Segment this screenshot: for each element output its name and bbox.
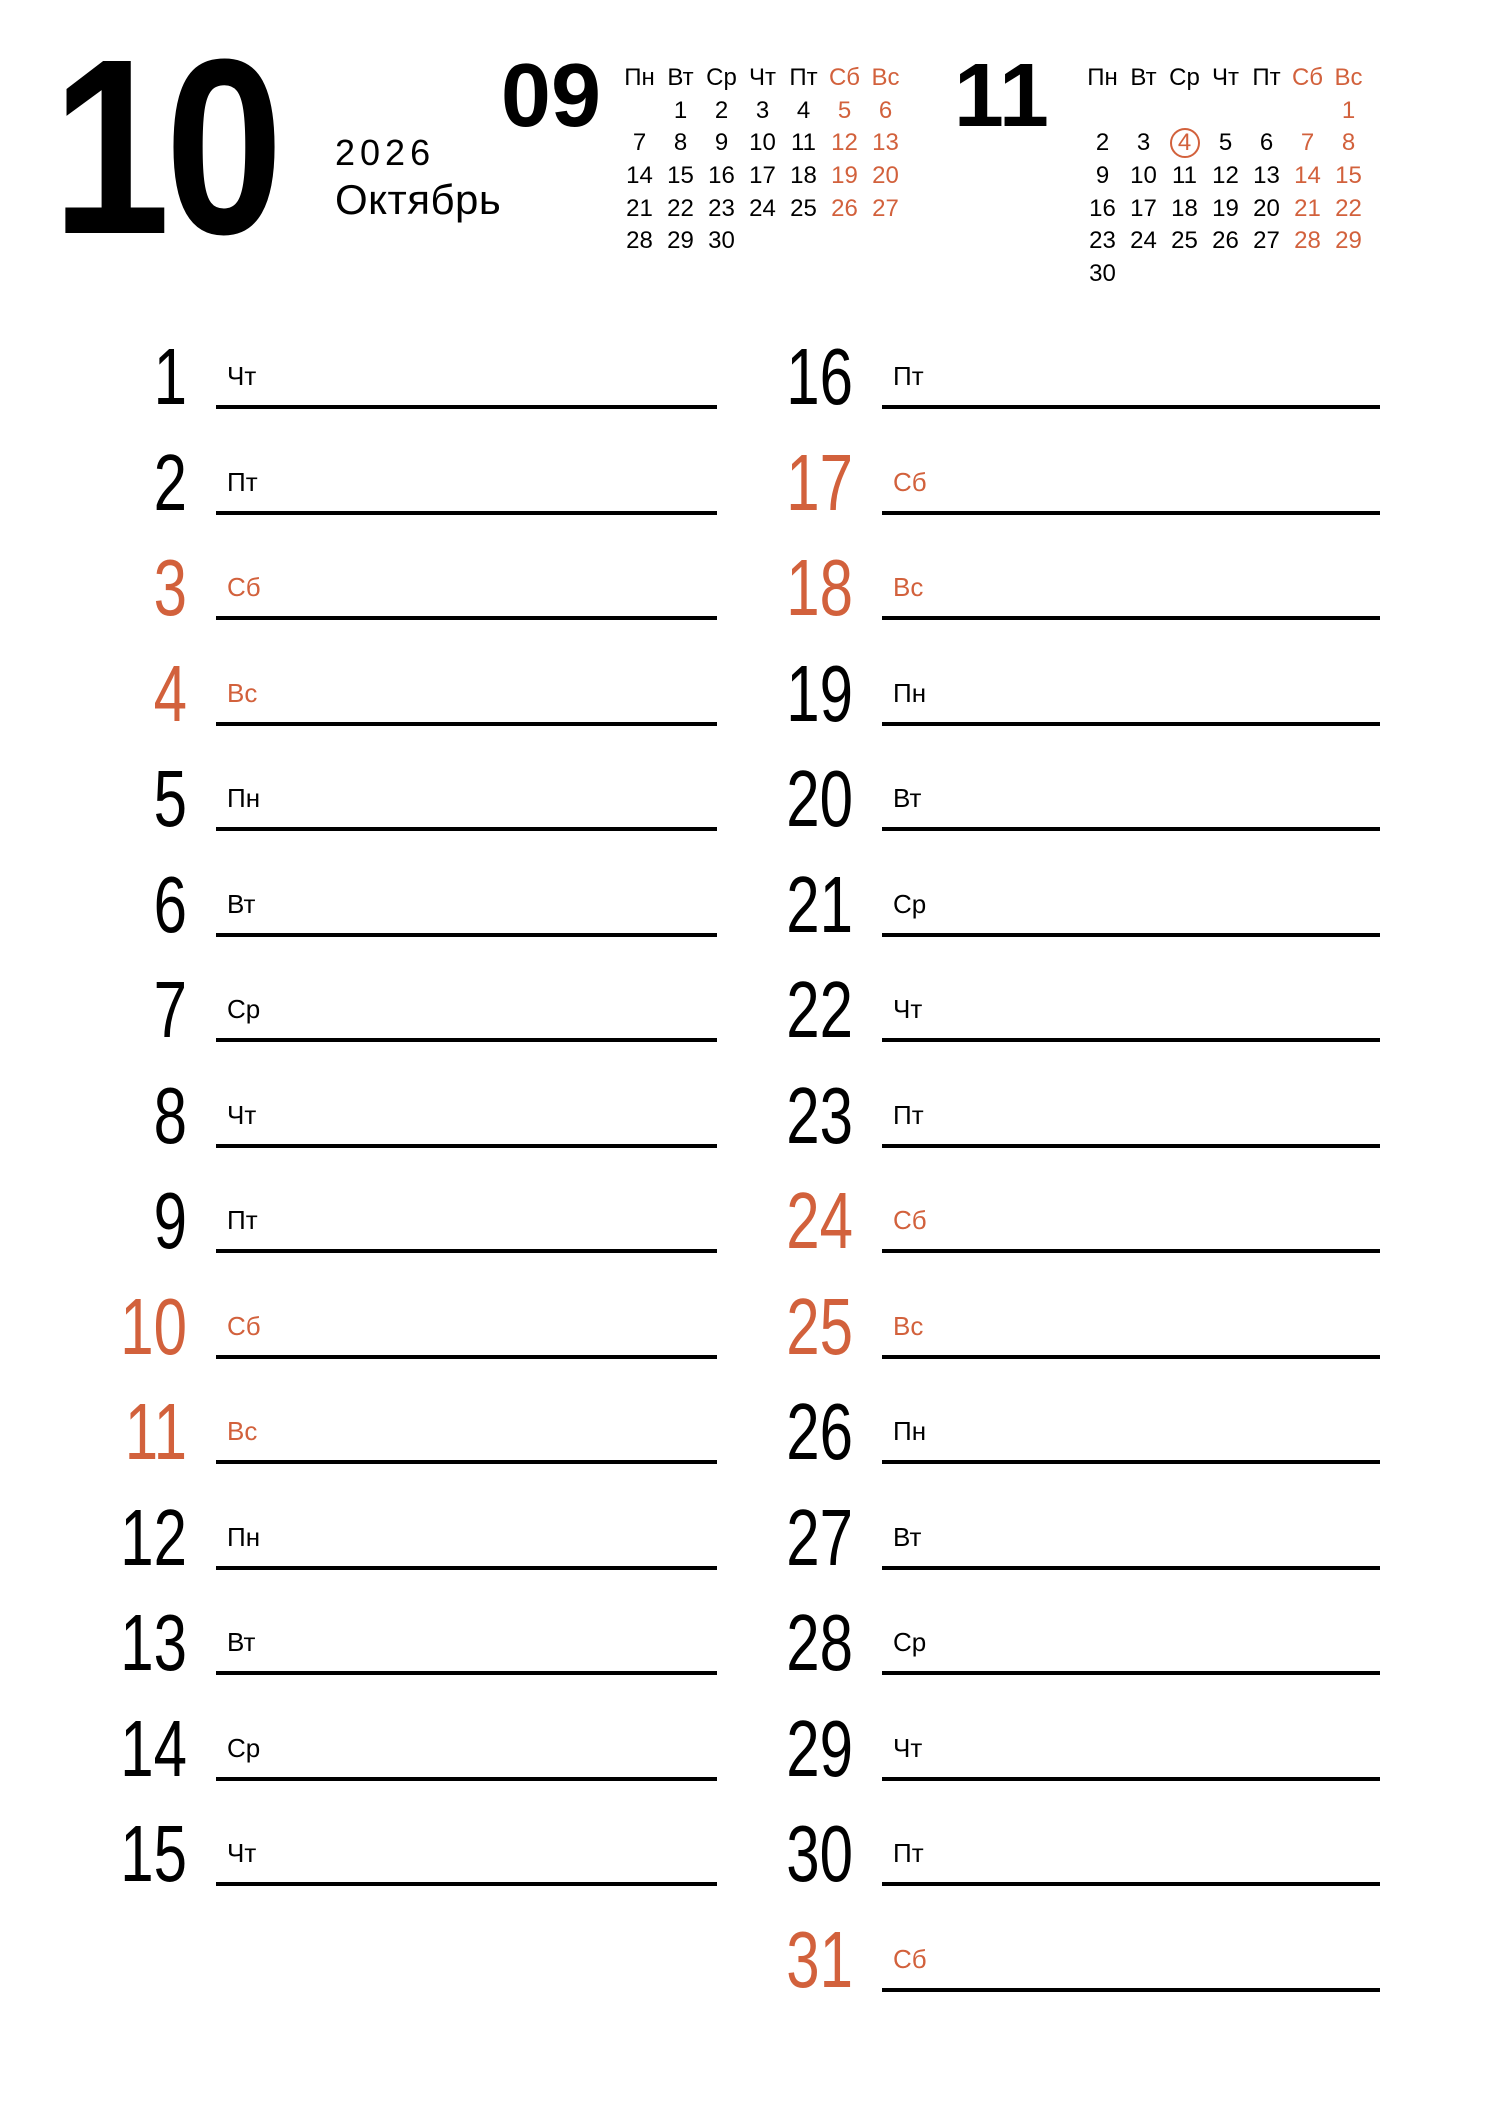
note-weekday-label: Вт bbox=[893, 783, 922, 813]
day-cell: 10 bbox=[749, 129, 776, 157]
note-day-number: 20 bbox=[786, 754, 853, 843]
day-cell bbox=[1246, 95, 1287, 128]
day-cell: 27 bbox=[872, 194, 899, 222]
day-cell: 13 bbox=[1253, 162, 1280, 190]
note-day-number: 28 bbox=[786, 1598, 853, 1687]
day-cell: 16 bbox=[708, 162, 735, 190]
note-weekday-label: Чт bbox=[227, 361, 257, 391]
note-row bbox=[766, 831, 1380, 949]
note-weekday-label: Ср bbox=[893, 1627, 927, 1657]
note-row bbox=[100, 1253, 717, 1371]
note-row bbox=[766, 304, 1380, 421]
day-cell: 20 bbox=[872, 162, 899, 190]
day-cell: 22 bbox=[667, 194, 694, 222]
day-cell bbox=[865, 225, 906, 258]
note-weekday-label: Вс bbox=[893, 572, 924, 602]
next-month-number: 11 bbox=[953, 46, 1049, 146]
day-cell: 19 bbox=[1212, 194, 1239, 222]
day-cell: 29 bbox=[1335, 227, 1362, 255]
day-cell bbox=[619, 95, 660, 128]
note-day-number: 22 bbox=[786, 965, 853, 1054]
day-cell: 7 bbox=[1300, 129, 1315, 157]
note-weekday-label: Ср bbox=[893, 888, 927, 919]
note-day-number: 30 bbox=[786, 1809, 853, 1898]
note-day-number: 21 bbox=[786, 859, 853, 949]
note-day-number: 6 bbox=[153, 859, 187, 949]
note-row bbox=[100, 1570, 717, 1687]
day-cell: 17 bbox=[1130, 194, 1157, 222]
day-cell: 16 bbox=[1089, 194, 1116, 222]
note-day-number: 19 bbox=[786, 648, 853, 738]
note-day-number: 25 bbox=[786, 1281, 853, 1371]
day-cell: 1 bbox=[1341, 96, 1356, 124]
note-weekday-label: Пт bbox=[893, 1838, 924, 1868]
weekday-header: Сб bbox=[828, 64, 861, 92]
note-row bbox=[766, 937, 1380, 1054]
note-row bbox=[766, 620, 1380, 738]
note-row bbox=[100, 1042, 717, 1160]
note-row bbox=[766, 1148, 1380, 1265]
note-day-number: 24 bbox=[786, 1176, 853, 1265]
day-cell: 12 bbox=[1212, 162, 1239, 190]
day-cell: 24 bbox=[749, 194, 776, 222]
note-row bbox=[100, 515, 717, 632]
day-cell bbox=[1164, 258, 1205, 291]
day-cell: 11 bbox=[791, 129, 816, 157]
note-weekday-label: Пт bbox=[227, 1205, 258, 1235]
day-cell bbox=[1287, 95, 1328, 128]
note-row bbox=[100, 620, 717, 738]
day-cell: 7 bbox=[632, 129, 647, 157]
weekday-header: Сб bbox=[1291, 64, 1324, 92]
day-cell: 20 bbox=[1253, 194, 1280, 222]
note-weekday-label: Ср bbox=[227, 994, 261, 1024]
note-weekday-label: Вс bbox=[227, 1416, 258, 1446]
note-day-number: 4 bbox=[153, 648, 187, 738]
note-day-number: 17 bbox=[786, 437, 853, 527]
day-cell: 25 bbox=[790, 194, 817, 222]
note-row bbox=[766, 1042, 1380, 1160]
note-weekday-label: Чт bbox=[227, 1838, 257, 1868]
day-cell: 6 bbox=[1259, 129, 1274, 157]
day-cell: 2 bbox=[714, 96, 729, 124]
day-cell bbox=[1123, 95, 1164, 128]
day-cell: 5 bbox=[1218, 129, 1233, 157]
day-cell bbox=[824, 225, 865, 258]
note-weekday-label: Пн bbox=[227, 783, 261, 813]
note-row bbox=[100, 1359, 717, 1476]
day-cell: 14 bbox=[1294, 162, 1321, 190]
note-weekday-label: Пн bbox=[227, 1521, 261, 1552]
note-day-number: 10 bbox=[120, 1281, 187, 1371]
weekday-header: Пн bbox=[624, 64, 655, 92]
minical-prev-grid bbox=[619, 62, 906, 258]
holiday-ring: 4 bbox=[1170, 128, 1200, 158]
day-cell: 2 bbox=[1095, 129, 1110, 157]
note-day-number: 18 bbox=[786, 543, 853, 632]
weekday-header: Пн bbox=[1087, 64, 1118, 92]
day-cell: 13 bbox=[872, 129, 899, 157]
note-weekday-label: Вт bbox=[227, 1627, 256, 1657]
note-day-number: 11 bbox=[124, 1387, 187, 1476]
day-cell bbox=[1123, 258, 1164, 291]
note-weekday-label: Чт bbox=[893, 1732, 923, 1763]
note-weekday-label: Сб bbox=[893, 466, 927, 497]
note-weekday-label: Сб bbox=[893, 1205, 927, 1235]
note-row bbox=[766, 409, 1380, 527]
note-weekday-label: Вс bbox=[227, 677, 258, 708]
day-cell bbox=[1205, 95, 1246, 128]
day-cell: 27 bbox=[1253, 227, 1280, 255]
day-cell: 29 bbox=[667, 227, 694, 255]
note-weekday-label: Сб bbox=[893, 1943, 927, 1974]
day-cell bbox=[1287, 258, 1328, 291]
day-cell: 18 bbox=[1171, 194, 1198, 222]
weekday-header: Вт bbox=[667, 64, 694, 92]
note-row bbox=[766, 1886, 1380, 2004]
day-cell: 15 bbox=[1335, 162, 1362, 190]
note-weekday-label: Вт bbox=[227, 888, 256, 919]
note-row bbox=[100, 937, 717, 1054]
note-day-number: 16 bbox=[786, 332, 853, 421]
note-row bbox=[766, 515, 1380, 632]
note-day-number: 29 bbox=[786, 1703, 853, 1793]
note-row bbox=[766, 726, 1380, 843]
day-cell: 3 bbox=[1136, 129, 1151, 157]
note-day-number: 9 bbox=[153, 1176, 187, 1265]
note-row bbox=[100, 1781, 717, 1898]
day-cell: 25 bbox=[1171, 227, 1198, 255]
note-row bbox=[100, 1464, 717, 1582]
weekday-header: Пт bbox=[1252, 64, 1281, 92]
day-cell: 26 bbox=[831, 194, 858, 222]
day-cell: 9 bbox=[1095, 162, 1110, 190]
note-day-number: 12 bbox=[120, 1492, 187, 1582]
note-weekday-label: Пт bbox=[227, 466, 258, 497]
day-cell: 30 bbox=[708, 227, 735, 255]
note-day-number: 23 bbox=[786, 1070, 853, 1160]
note-day-number: 27 bbox=[786, 1492, 853, 1582]
weekday-header: Чт bbox=[1212, 64, 1239, 92]
day-cell: 11 bbox=[1172, 162, 1197, 190]
note-day-number: 7 bbox=[153, 965, 187, 1054]
note-row bbox=[766, 1359, 1380, 1476]
note-weekday-label: Чт bbox=[227, 1099, 257, 1130]
day-cell bbox=[742, 225, 783, 258]
note-day-number: 8 bbox=[153, 1070, 187, 1160]
day-cell: 19 bbox=[831, 162, 858, 190]
note-row bbox=[766, 1464, 1380, 1582]
weekday-header: Вс bbox=[1334, 64, 1363, 92]
day-cell bbox=[1164, 95, 1205, 128]
day-cell: 15 bbox=[667, 162, 694, 190]
day-cell bbox=[783, 225, 824, 258]
year-label: 2026 bbox=[335, 132, 436, 173]
minical-next-grid bbox=[1082, 62, 1369, 290]
note-day-number: 3 bbox=[153, 543, 187, 632]
day-cell: 22 bbox=[1335, 194, 1362, 222]
day-cell: 23 bbox=[708, 194, 735, 222]
day-cell: 12 bbox=[831, 129, 858, 157]
note-weekday-label: Вт bbox=[893, 1521, 922, 1552]
day-cell: 28 bbox=[626, 227, 653, 255]
day-cell: 17 bbox=[749, 162, 776, 190]
day-cell: 21 bbox=[626, 194, 653, 222]
note-weekday-label: Ср bbox=[227, 1732, 261, 1763]
day-cell: 30 bbox=[1089, 259, 1116, 287]
day-cell: 6 bbox=[878, 96, 893, 124]
note-row bbox=[766, 1570, 1380, 1687]
current-month-number: 10 bbox=[52, 7, 279, 286]
note-row bbox=[100, 409, 717, 527]
day-cell: 23 bbox=[1089, 227, 1116, 255]
note-weekday-label: Пн bbox=[893, 1416, 927, 1446]
note-weekday-label: Чт bbox=[893, 994, 923, 1024]
note-writing-line bbox=[882, 1988, 1380, 1992]
day-cell: 14 bbox=[626, 162, 653, 190]
weekday-header: Вт bbox=[1130, 64, 1157, 92]
note-day-number: 31 bbox=[786, 1914, 853, 2004]
weekday-header: Чт bbox=[749, 64, 776, 92]
day-cell bbox=[1205, 258, 1246, 291]
day-cell bbox=[1082, 95, 1123, 128]
month-name: Октябрь bbox=[335, 176, 502, 223]
day-cell bbox=[1328, 258, 1369, 291]
day-cell: 18 bbox=[790, 162, 817, 190]
note-row bbox=[100, 726, 717, 843]
note-row bbox=[100, 304, 717, 421]
day-cell: 10 bbox=[1130, 162, 1157, 190]
day-cell: 1 bbox=[673, 96, 688, 124]
day-cell bbox=[1246, 258, 1287, 291]
day-cell: 8 bbox=[673, 129, 688, 157]
day-cell: 21 bbox=[1294, 194, 1321, 222]
note-weekday-label: Сб bbox=[227, 572, 261, 602]
note-row bbox=[100, 1675, 717, 1793]
note-day-number: 13 bbox=[120, 1598, 187, 1687]
notes-right bbox=[766, 304, 1380, 2004]
day-cell: 24 bbox=[1130, 227, 1157, 255]
day-cell: 8 bbox=[1341, 129, 1356, 157]
day-cell: 26 bbox=[1212, 227, 1239, 255]
day-cell: 3 bbox=[755, 96, 770, 124]
note-row bbox=[766, 1781, 1380, 1898]
note-day-number: 2 bbox=[153, 437, 187, 527]
note-day-number: 14 bbox=[120, 1703, 187, 1793]
note-weekday-label: Пн bbox=[893, 677, 927, 708]
note-row bbox=[100, 1148, 717, 1265]
prev-month-number: 09 bbox=[500, 46, 601, 146]
note-day-number: 1 bbox=[153, 332, 187, 421]
note-writing-line bbox=[216, 1882, 717, 1886]
day-cell bbox=[1164, 127, 1205, 160]
weekday-header: Ср bbox=[1169, 64, 1200, 92]
day-cell: 4 bbox=[796, 96, 811, 124]
notes-left bbox=[100, 304, 717, 1898]
note-weekday-label: Сб bbox=[227, 1310, 261, 1341]
day-cell: 5 bbox=[837, 96, 852, 124]
note-row bbox=[766, 1675, 1380, 1793]
weekday-header: Ср bbox=[706, 64, 737, 92]
note-weekday-label: Пт bbox=[893, 361, 924, 391]
note-weekday-label: Пт bbox=[893, 1099, 924, 1130]
note-day-number: 5 bbox=[153, 754, 187, 843]
weekday-header: Пт bbox=[789, 64, 818, 92]
weekday-header: Вс bbox=[871, 64, 900, 92]
note-row bbox=[100, 831, 717, 949]
day-cell: 9 bbox=[714, 129, 729, 157]
day-cell: 28 bbox=[1294, 227, 1321, 255]
note-day-number: 15 bbox=[120, 1809, 187, 1898]
note-weekday-label: Вс bbox=[893, 1310, 924, 1341]
note-day-number: 26 bbox=[786, 1387, 853, 1476]
note-row bbox=[766, 1253, 1380, 1371]
